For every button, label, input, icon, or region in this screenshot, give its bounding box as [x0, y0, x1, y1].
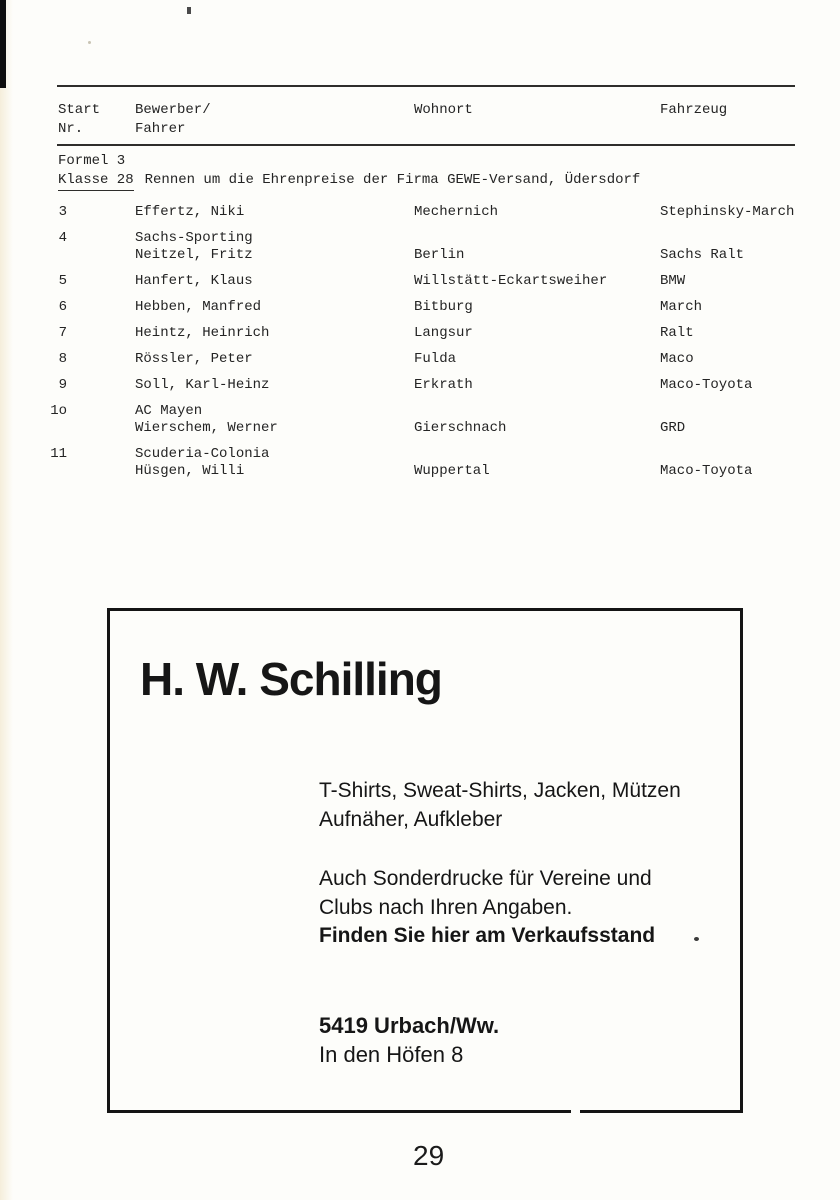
ad-company-name: H. W. Schilling: [140, 653, 442, 705]
table-header-rule: [57, 144, 795, 146]
header-nr: Nr.: [58, 121, 84, 137]
header-fahrer: Fahrer: [135, 121, 186, 137]
column-header-wohnort: Wohnort: [414, 102, 473, 118]
scan-speck: [694, 937, 699, 941]
table-row: [0, 403, 840, 437]
wohnort-cell: Bitburg: [414, 299, 473, 315]
start-number: 3: [58, 204, 67, 220]
start-number: 4: [58, 230, 67, 246]
ad-address: [319, 1011, 729, 1069]
bewerber-line: Sachs-Sporting: [135, 230, 253, 246]
class-label: Klasse 28: [58, 172, 134, 191]
wohnort-cell: Willstätt-Eckartsweiher: [414, 273, 608, 289]
bewerber-line: Hüsgen, Willi: [135, 463, 245, 479]
fahrzeug-cell: Maco: [660, 351, 694, 367]
wohnort-cell: Mechernich: [414, 204, 499, 220]
column-header-fahrzeug: Fahrzeug: [660, 102, 728, 118]
scan-edge-shadow: [0, 0, 13, 1200]
wohnort-cell: Langsur: [414, 325, 473, 341]
scan-edge-bar: [0, 0, 6, 88]
fahrzeug-cell: BMW: [660, 273, 686, 289]
fahrzeug-cell: Ralt: [660, 325, 694, 341]
fahrzeug-cell: Stephinsky-March: [660, 204, 795, 220]
scan-speck: [88, 41, 91, 44]
wohnort-cell: Fulda: [414, 351, 457, 367]
start-number: 9: [58, 377, 67, 393]
wohnort-cell: Wuppertal: [414, 463, 490, 479]
page-number: 29: [413, 1140, 445, 1171]
header-start: Start: [58, 102, 101, 118]
bewerber-line: Scuderia-Colonia: [135, 446, 270, 462]
ad-products-line: Aufnäher, Aufkleber: [319, 808, 503, 831]
section-class-line: [58, 171, 640, 189]
bewerber-line: Heintz, Heinrich: [135, 325, 270, 341]
ad-offer-line: Auch Sonderdrucke für Vereine und: [319, 867, 652, 890]
bewerber-fahrer-cell: [135, 325, 840, 342]
bewerber-line: Hanfert, Klaus: [135, 273, 253, 289]
ad-offer-paragraph: [319, 865, 729, 951]
start-number: 1o: [50, 403, 67, 419]
section-formula-label: Formel 3: [58, 153, 126, 169]
wohnort-cell: Erkrath: [414, 377, 473, 393]
column-header-bewerber-fahrer: [135, 101, 211, 139]
fahrzeug-cell: Sachs Ralt: [660, 247, 745, 263]
ad-products-line: T-Shirts, Sweat-Shirts, Jacken, Mützen: [319, 779, 681, 802]
start-number: 8: [58, 351, 67, 367]
start-number: 6: [58, 299, 67, 315]
bewerber-fahrer-cell: [135, 299, 840, 316]
bewerber-line: Neitzel, Fritz: [135, 247, 253, 263]
ad-products-paragraph: [319, 776, 729, 834]
bewerber-line: Effertz, Niki: [135, 204, 245, 220]
class-race-title: Rennen um die Ehrenpreise der Firma GEWE-Versand, Üdersdorf: [144, 172, 641, 188]
entry-rows: [0, 204, 840, 489]
fahrzeug-cell: Maco-Toyota: [660, 463, 753, 479]
wohnort-cell: Gierschnach: [414, 420, 507, 436]
bewerber-line: Hebben, Manfred: [135, 299, 262, 315]
ad-address-city: 5419 Urbach/Ww.: [319, 1013, 500, 1038]
bewerber-line: Rössler, Peter: [135, 351, 253, 367]
table-row: [0, 351, 840, 368]
ad-address-street: In den Höfen 8: [319, 1042, 464, 1067]
table-row: [0, 377, 840, 394]
scan-speck: [187, 7, 191, 14]
table-row: [0, 273, 840, 290]
table-top-rule: [57, 85, 795, 87]
bewerber-fahrer-cell: [135, 351, 840, 368]
bewerber-line: Wierschem, Werner: [135, 420, 278, 436]
table-row: [0, 299, 840, 316]
header-bewerber: Bewerber/: [135, 102, 211, 118]
start-number: 11: [50, 446, 67, 462]
bewerber-line: AC Mayen: [135, 403, 203, 419]
table-row: [0, 446, 840, 480]
column-header-start-nr: [58, 101, 100, 139]
ad-offer-highlight: Finden Sie hier am Verkaufsstand: [319, 924, 656, 947]
fahrzeug-cell: GRD: [660, 420, 686, 436]
table-row: [0, 325, 840, 342]
advertisement-box: [107, 608, 743, 1113]
fahrzeug-cell: March: [660, 299, 703, 315]
fahrzeug-cell: Maco-Toyota: [660, 377, 753, 393]
table-row: [0, 230, 840, 264]
start-number: 7: [58, 325, 67, 341]
ad-offer-line: Clubs nach Ihren Angaben.: [319, 895, 573, 919]
start-number: 5: [58, 273, 67, 289]
wohnort-cell: Berlin: [414, 247, 465, 263]
bewerber-line: Soll, Karl-Heinz: [135, 377, 270, 393]
table-row: [0, 204, 840, 221]
scan-border-gap: [571, 1108, 580, 1115]
